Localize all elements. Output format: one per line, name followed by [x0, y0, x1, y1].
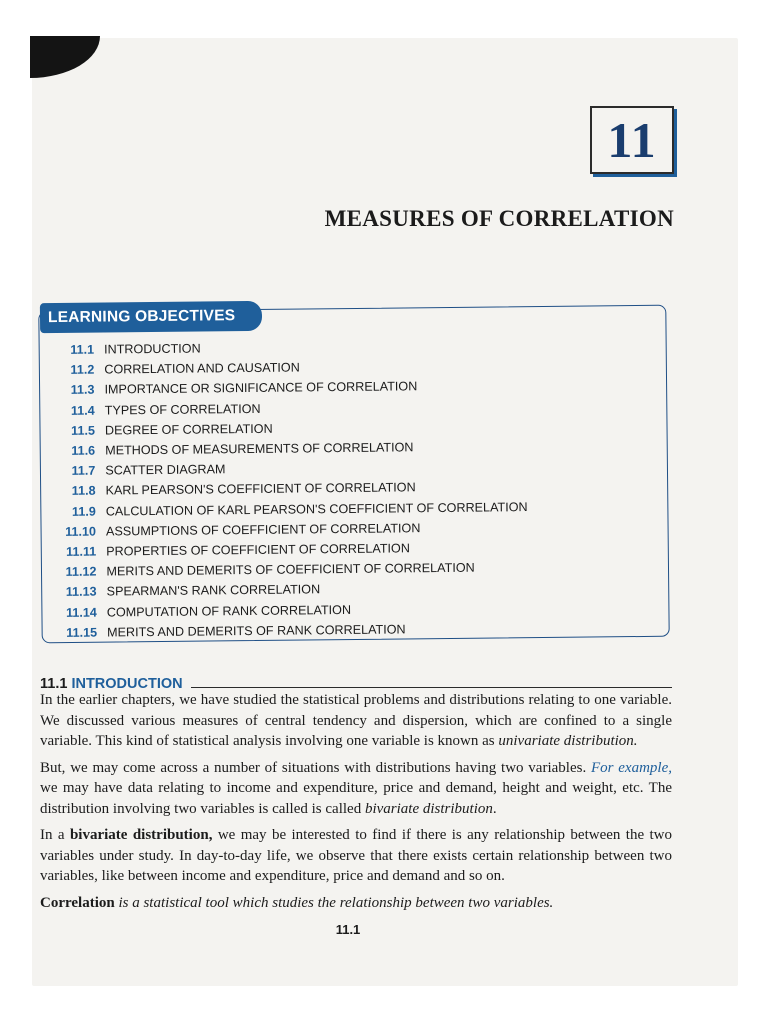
learning-objective-number: 11.13 — [65, 584, 97, 600]
paragraph-3-text-a: In a — [40, 827, 70, 843]
learning-objective-number: 11.4 — [70, 403, 95, 418]
learning-objective-label: INTRODUCTION — [104, 341, 201, 357]
learning-objective-label: TYPES OF CORRELATION — [104, 401, 261, 418]
learning-objective-number: 11.5 — [71, 423, 96, 438]
correlation-term: Correlation — [40, 894, 115, 911]
paragraph-3 — [40, 825, 672, 887]
bivariate-bold-term: bivariate distribution, — [69, 827, 213, 843]
learning-objective-label: MERITS AND DEMERITS OF RANK CORRELATION — [106, 622, 406, 640]
learning-objective-label: PROPERTIES OF COEFFICIENT OF CORRELATION — [106, 541, 410, 559]
learning-objective-label: MERITS AND DEMERITS OF COEFFICIENT OF CORRELATION — [106, 560, 475, 579]
chapter-number-box — [590, 106, 674, 174]
learning-objective-number: 11.11 — [66, 544, 97, 559]
learning-objective-number: 11.7 — [71, 463, 96, 479]
section-heading — [40, 670, 672, 692]
paragraph-3-text-b: we may be interested to find if there is any relationship between the two variables under study. In day-to-day life, we observe that there exists certain relationship between two variables, like between income and expenditure, price and demand and so on. — [40, 827, 673, 884]
learning-objective-number: 11.6 — [71, 443, 96, 458]
learning-objective-number: 11.12 — [65, 564, 97, 580]
chapter-number: 11 — [607, 112, 657, 168]
paragraph-2-text-a: But, we may come across a number of situations with distributions having two variables. — [40, 759, 591, 776]
learning-objective-number: 11.2 — [70, 362, 95, 378]
learning-objective-label: ASSUMPTIONS OF COEFFICIENT OF CORRELATION — [105, 520, 421, 539]
paragraph-4 — [40, 893, 672, 914]
learning-objective-label: SCATTER DIAGRAM — [105, 462, 226, 478]
learning-objective-number: 11.8 — [71, 484, 96, 499]
learning-objective-label: DEGREE OF CORRELATION — [104, 421, 273, 438]
body-text — [40, 690, 672, 919]
learning-objective-label: IMPORTANCE OR SIGNIFICANCE OF CORRELATION — [104, 379, 418, 397]
paragraph-2-text-c: . — [492, 800, 497, 817]
learning-objective-number: 11.1 — [70, 342, 95, 357]
bivariate-term: bivariate distribution — [364, 800, 493, 817]
chapter-title: MEASURES OF CORRELATION — [324, 206, 674, 231]
learning-objective-number: 11.3 — [70, 383, 95, 398]
learning-objective-label: METHODS OF MEASUREMENTS OF CORRELATION — [105, 440, 414, 458]
learning-objective-label: SPEARMAN'S RANK CORRELATION — [106, 582, 321, 599]
section-rule — [191, 687, 672, 688]
paragraph-1 — [40, 690, 672, 752]
univariate-term: univariate distribution. — [498, 733, 638, 749]
learning-objective-label: COMPUTATION OF RANK CORRELATION — [106, 602, 352, 620]
learning-objective-label: CALCULATION OF KARL PEARSON'S COEFFICIENT OF CORRELATION — [105, 499, 528, 519]
learning-objective-label: CORRELATION AND CAUSATION — [104, 360, 300, 377]
paragraph-1-text: In the earlier chapters, we have studied the statistical problems and distributions relating to one variable. We discussed various measures of central tendency and dispersion, which are confined to a single variable. This kind of statistical analysis involving one variable is known as — [40, 692, 672, 749]
learning-objective-number: 11.9 — [71, 504, 96, 519]
paragraph-2 — [40, 758, 672, 820]
correlation-definition: is a statistical tool which studies the relationship between two variables. — [114, 894, 554, 911]
learning-objectives-heading: LEARNING OBJECTIVES — [47, 307, 236, 327]
paragraph-2-text-b: we may have data relating to income and expenditure, price and demand, height and weight, etc. The distribution involving two variables is called is called — [40, 780, 672, 817]
learning-objective-number: 11.15 — [66, 625, 98, 640]
section-number: 11.1 — [40, 676, 68, 692]
learning-objective-number: 11.14 — [65, 605, 97, 620]
for-example-label: For example, — [590, 759, 672, 776]
learning-objectives-list — [58, 334, 661, 643]
learning-objectives-tab — [40, 301, 262, 333]
learning-objective-label: KARL PEARSON'S COEFFICIENT OF CORRELATION — [105, 480, 416, 498]
learning-objective-number: 11.10 — [65, 524, 97, 539]
page-number: 11.1 — [335, 922, 361, 937]
section-title: INTRODUCTION — [71, 676, 183, 692]
